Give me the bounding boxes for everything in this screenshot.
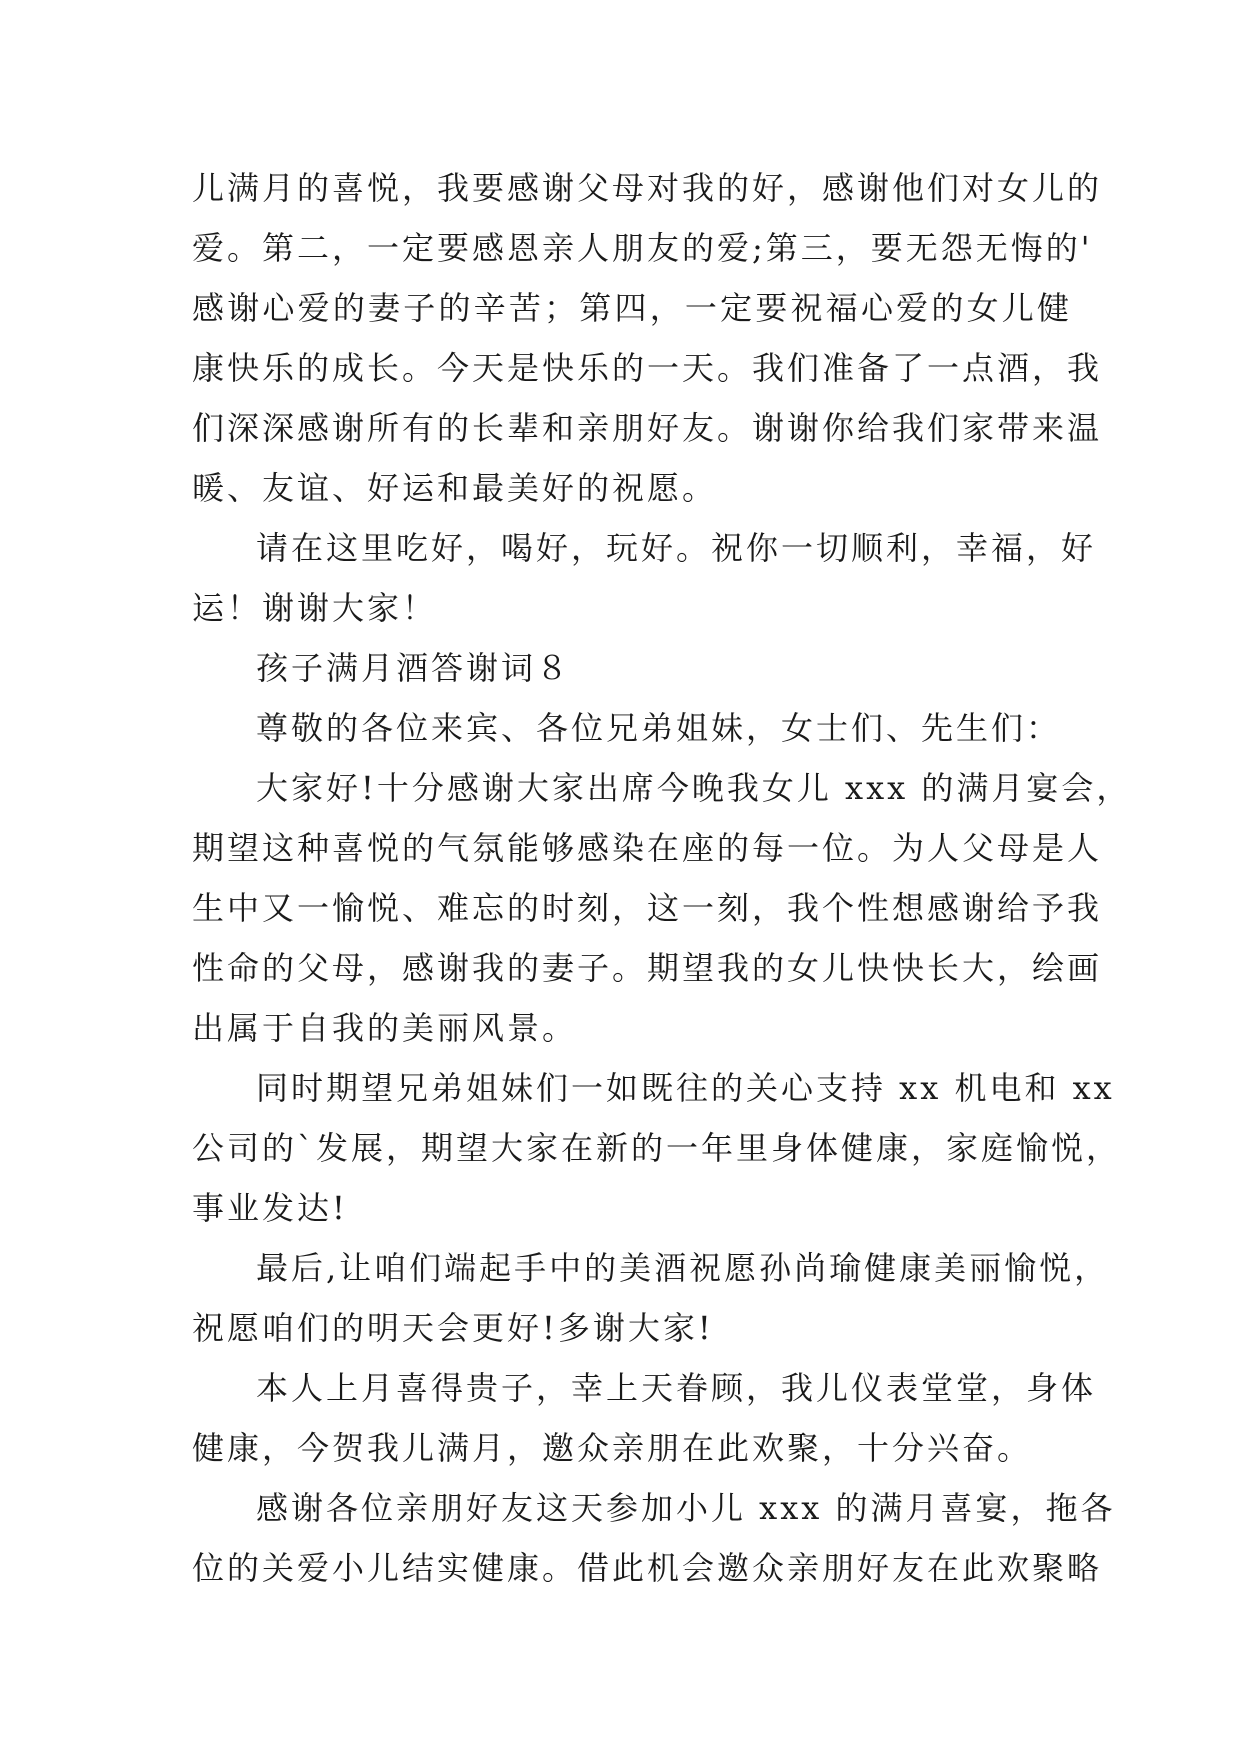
- paragraph-start-line: 大家好!十分感谢大家出席今晚我女儿 xxx 的满月宴会，: [256, 769, 1132, 807]
- text-line: 公司的`发展，期望大家在新的一年里身体健康，家庭愉悦，: [192, 1129, 1122, 1167]
- text-line: 出属于自我的美丽风景。: [192, 1009, 578, 1047]
- text-line: 生中又一愉悦、难忘的时刻，这一刻，我个性想感谢给予我: [192, 889, 1103, 927]
- paragraph-start-line: 本人上月喜得贵子，幸上天眷顾，我儿仪表堂堂，身体: [256, 1369, 1097, 1407]
- paragraph-start-line: 请在这里吃好，喝好，玩好。祝你一切顺利，幸福，好: [256, 529, 1097, 567]
- salutation-line: 尊敬的各位来宾、各位兄弟姐妹，女士们、先生们：: [256, 709, 1062, 747]
- text-line: 性命的父母，感谢我的妻子。期望我的女儿快快长大，绘画: [192, 949, 1103, 987]
- paragraph-start-line: 同时期望兄弟姐妹们一如既往的关心支持 xx 机电和 xx: [256, 1069, 1115, 1107]
- text-line: 康快乐的成长。今天是快乐的一天。我们准备了一点酒，我: [192, 349, 1103, 387]
- text-line: 爱。第二，一定要感恩亲人朋友的爱;第三，要无怨无悔的': [192, 229, 1093, 267]
- paragraph-start-line: 最后,让咱们端起手中的美酒祝愿孙尚瑜健康美丽愉悦，: [256, 1249, 1110, 1287]
- text-line: 们深深感谢所有的长辈和亲朋好友。谢谢你给我们家带来温: [192, 409, 1103, 447]
- paragraph-start-line: 感谢各位亲朋好友这天参加小儿 xxx 的满月喜宴，拖各: [256, 1489, 1116, 1527]
- text-line: 感谢心爱的妻子的辛苦；第四，一定要祝福心爱的女儿健: [192, 289, 1072, 327]
- text-line: 祝愿咱们的明天会更好!多谢大家!: [192, 1309, 714, 1347]
- text-line: 事业发达!: [192, 1189, 348, 1227]
- section-heading: 孩子满月酒答谢词８: [256, 649, 572, 687]
- text-line: 运！谢谢大家！: [192, 589, 438, 627]
- text-line: 期望这种喜悦的气氛能够感染在座的每一位。为人父母是人: [192, 829, 1103, 867]
- text-line: 儿满月的喜悦，我要感谢父母对我的好，感谢他们对女儿的: [192, 169, 1103, 207]
- document-body: [192, 158, 1132, 1598]
- text-line: 暖、友谊、好运和最美好的祝愿。: [192, 469, 718, 507]
- text-line: 位的关爱小儿结实健康。借此机会邀众亲朋好友在此欢聚略: [192, 1549, 1103, 1587]
- text-line: 健康，今贺我儿满月，邀众亲朋在此欢聚，十分兴奋。: [192, 1429, 1033, 1467]
